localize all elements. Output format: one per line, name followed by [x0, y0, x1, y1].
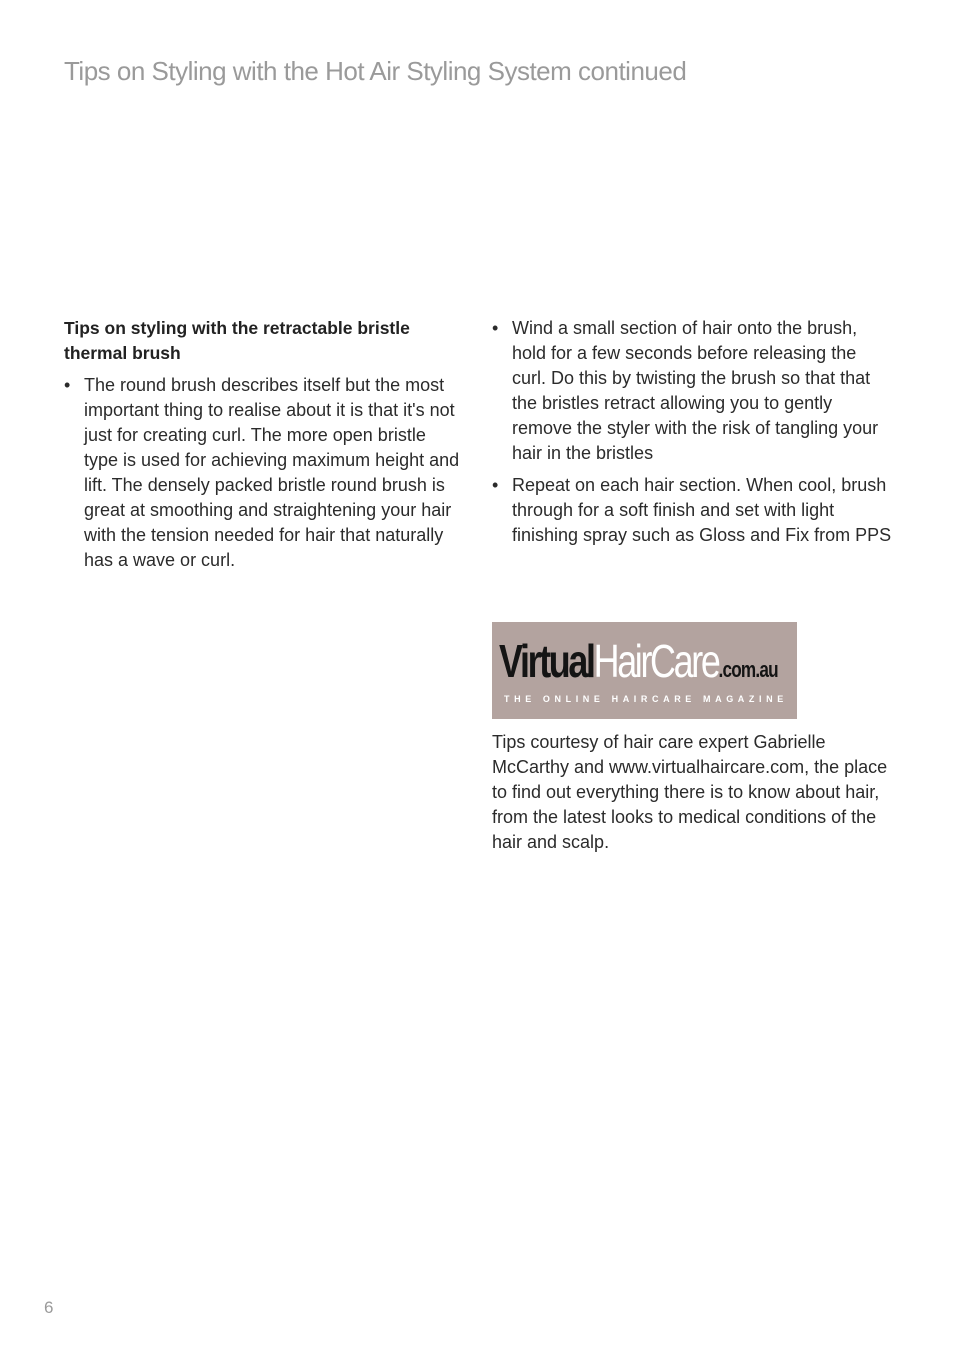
logo-part-domain: .com.au: [718, 657, 778, 682]
virtualhaircare-logo: [492, 622, 797, 719]
page-number: 6: [44, 1298, 54, 1317]
logo-tagline: THE ONLINE HAIRCARE MAGAZINE: [504, 694, 788, 704]
list-item-text: The round brush describes itself but the most important thing to realise about it is that it's not just for creating curl. The more open bristle type is used for achieving maximum height and lift. The densely packed bristle round brush is great at smoothing and straightening your hair with the tension needed for hair that naturally has a wave or curl.: [84, 375, 460, 570]
bullet-icon: •: [492, 318, 499, 338]
logo-part-haircare: HairCare: [593, 635, 719, 687]
list-item: [492, 316, 892, 466]
list-item-text: Repeat on each hair section. When cool, brush through for a soft finish and set with light finishing spray such as Gloss and Fix from PPS: [512, 475, 892, 545]
left-bullet-list: [64, 373, 464, 573]
bullet-icon: •: [64, 375, 71, 395]
left-column: [64, 316, 464, 580]
list-item: [64, 373, 464, 573]
logo-part-virtual: Virtual: [499, 635, 594, 687]
courtesy-text: Tips courtesy of hair care expert Gabrielle McCarthy and www.virtualhaircare.com, the place to find out everything there is to know about hair, from the latest looks to medical conditions of the hair and scalp.: [492, 732, 888, 852]
section-heading: Tips on styling with the retractable bristle thermal brush: [64, 318, 410, 363]
bullet-icon: •: [492, 475, 499, 495]
logo-wordmark: [499, 636, 778, 695]
list-item: [492, 473, 892, 548]
page-title: Tips on Styling with the Hot Air Styling System continued: [64, 56, 687, 86]
right-bullet-list: [492, 316, 892, 548]
list-item-text: Wind a small section of hair onto the brush, hold for a few seconds before releasing the curl. Do this by twisting the brush so that that the bristles retract allowing you to gently remove the styler with the risk of tangling your hair in the bristles: [512, 318, 879, 463]
right-column: [492, 316, 892, 555]
